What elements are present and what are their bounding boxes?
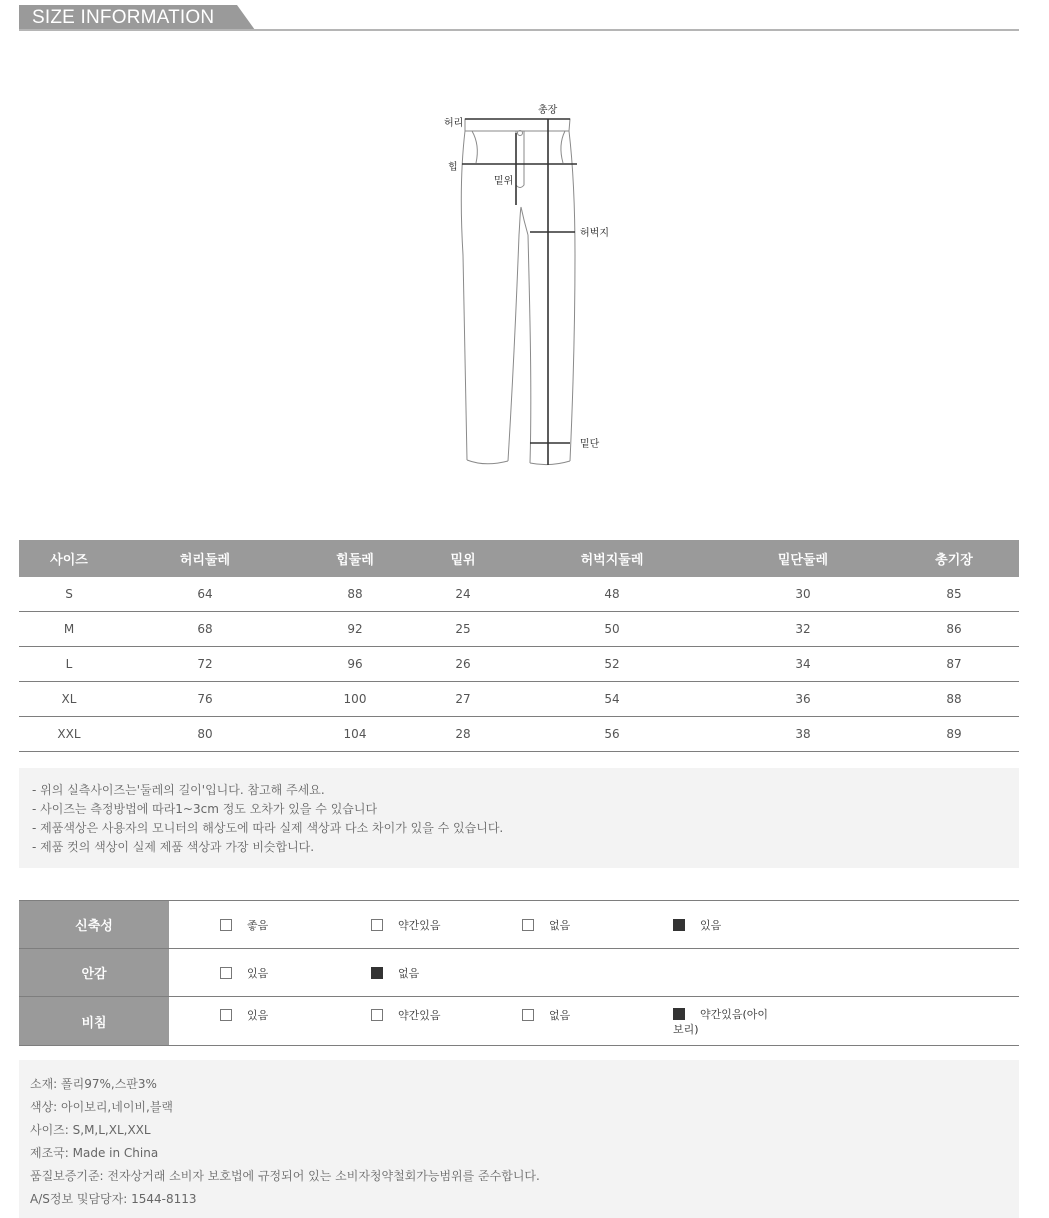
table-cell: XXL — [19, 717, 119, 752]
table-cell: 38 — [717, 717, 889, 752]
right-pocket — [561, 131, 565, 163]
checkbox-empty — [522, 919, 534, 931]
table-cell: 89 — [889, 717, 1019, 752]
section-header — [19, 5, 1019, 31]
info-warranty: 품질보증기준: 전자상거래 소비자 보호법에 규정되어 있는 소비자청약철회가능범위를 준수합니다. — [30, 1169, 540, 1183]
right-hem — [530, 461, 570, 465]
checkbox-checked — [673, 1008, 685, 1020]
info-sizes: 사이즈: S,M,L,XL,XXL — [30, 1123, 151, 1137]
label-total-length: 총장 — [538, 105, 558, 116]
option-stretch-good: 좋음 — [220, 917, 268, 933]
note-line: - 제품색상은 사용자의 모니터의 해상도에 따라 실제 색상과 다소 차이가 있을 수 있습니다. — [32, 821, 504, 835]
table-cell: 56 — [507, 717, 717, 752]
table-cell: 100 — [291, 682, 419, 717]
table-cell: 36 — [717, 682, 889, 717]
table-cell: 48 — [507, 577, 717, 612]
option-stretch-slight: 약간있음 — [371, 917, 441, 933]
option-see-through-slight-ivory: 약간있음(아이 보리) — [673, 1008, 769, 1036]
col-header-thigh: 허벅지둘레 — [507, 540, 717, 577]
table-row — [19, 612, 1019, 647]
crotch-line — [521, 207, 528, 235]
checkbox-empty — [220, 967, 232, 979]
table-cell: 54 — [507, 682, 717, 717]
col-header-hip: 힙둘레 — [291, 540, 419, 577]
label-rise: 밑위 — [494, 176, 514, 187]
table-cell: 96 — [291, 647, 419, 682]
option-see-through-none: 없음 — [522, 1007, 570, 1023]
feature-label-stretch: 신축성 — [19, 901, 169, 948]
table-cell: 104 — [291, 717, 419, 752]
table-row — [19, 682, 1019, 717]
table-cell: 88 — [291, 577, 419, 612]
label-hem: 밑단 — [580, 439, 600, 450]
col-header-length: 총기장 — [889, 540, 1019, 577]
checkbox-empty — [220, 1009, 232, 1021]
checkbox-empty — [371, 1009, 383, 1021]
table-cell: 30 — [717, 577, 889, 612]
table-cell: 85 — [889, 577, 1019, 612]
table-cell: 76 — [119, 682, 291, 717]
col-header-waist: 허리둘레 — [119, 540, 291, 577]
table-cell: 24 — [419, 577, 507, 612]
fabric-feature-table — [19, 900, 1019, 1046]
note-line: - 사이즈는 측정방법에 따라1~3cm 정도 오차가 있을 수 있습니다 — [32, 802, 378, 816]
left-pocket — [472, 131, 477, 163]
feature-row-see-through — [19, 997, 1019, 1046]
table-cell: 28 — [419, 717, 507, 752]
table-cell: 92 — [291, 612, 419, 647]
feature-label-lining: 안감 — [19, 949, 169, 996]
checkbox-empty — [522, 1009, 534, 1021]
option-lining-none: 없음 — [371, 965, 419, 981]
section-title-slant — [237, 5, 255, 30]
label-thigh: 허벅지 — [580, 228, 609, 239]
right-leg-outer — [569, 131, 575, 461]
table-cell: M — [19, 612, 119, 647]
table-cell: 26 — [419, 647, 507, 682]
table-cell: 68 — [119, 612, 291, 647]
note-line: - 위의 실측사이즈는'둘레의 길이'입니다. 참고해 주세요. — [32, 783, 325, 797]
table-cell: 72 — [119, 647, 291, 682]
table-cell: XL — [19, 682, 119, 717]
table-cell: 32 — [717, 612, 889, 647]
pants-measurement-diagram — [420, 95, 640, 475]
option-lining-yes: 있음 — [220, 965, 268, 981]
table-cell: 80 — [119, 717, 291, 752]
waistband-outline — [465, 119, 570, 131]
section-title: SIZE INFORMATION — [19, 5, 237, 30]
table-cell: 25 — [419, 612, 507, 647]
table-row — [19, 717, 1019, 752]
label-hip: 힙 — [448, 162, 458, 173]
info-color: 색상: 아이보리,네이비,블랙 — [30, 1100, 173, 1114]
checkbox-empty — [220, 919, 232, 931]
col-header-rise: 밑위 — [419, 540, 507, 577]
option-stretch-yes: 있음 — [673, 917, 721, 933]
left-hem — [467, 460, 508, 464]
feature-row-lining — [19, 949, 1019, 997]
option-see-through-yes: 있음 — [220, 1007, 268, 1023]
checkbox-checked — [371, 967, 383, 979]
checkbox-empty — [371, 919, 383, 931]
col-header-hem: 밑단둘레 — [717, 540, 889, 577]
option-see-through-slight: 약간있음 — [371, 1007, 441, 1023]
size-notes-panel — [19, 768, 1019, 868]
label-waist: 허리 — [444, 118, 464, 129]
table-row — [19, 647, 1019, 682]
table-cell: 86 — [889, 612, 1019, 647]
product-info-panel — [19, 1060, 1019, 1218]
table-cell: 64 — [119, 577, 291, 612]
table-cell: L — [19, 647, 119, 682]
info-origin: 제조국: Made in China — [30, 1146, 159, 1160]
info-material: 소재: 폴리97%,스판3% — [30, 1077, 157, 1091]
table-cell: S — [19, 577, 119, 612]
note-line: - 제품 컷의 색상이 실제 제품 색상과 가장 비슷합니다. — [32, 840, 315, 854]
table-cell: 50 — [507, 612, 717, 647]
right-leg-inner — [528, 235, 531, 463]
fly-outline — [516, 131, 524, 188]
table-cell: 27 — [419, 682, 507, 717]
size-table-header-row — [19, 540, 1019, 577]
feature-row-stretch — [19, 901, 1019, 949]
option-stretch-none: 없음 — [522, 917, 570, 933]
table-cell: 87 — [889, 647, 1019, 682]
info-as-contact: A/S정보 및담당자: 1544-8113 — [30, 1192, 197, 1206]
table-cell: 34 — [717, 647, 889, 682]
table-row — [19, 577, 1019, 612]
size-table — [19, 540, 1019, 752]
feature-label-see-through: 비침 — [19, 997, 169, 1045]
checkbox-checked — [673, 919, 685, 931]
table-cell: 52 — [507, 647, 717, 682]
header-underline — [19, 29, 1019, 31]
left-leg-inner — [508, 207, 521, 461]
table-cell: 88 — [889, 682, 1019, 717]
left-leg-outer — [461, 131, 467, 460]
col-header-size: 사이즈 — [19, 540, 119, 577]
pants-illustration — [420, 95, 640, 475]
